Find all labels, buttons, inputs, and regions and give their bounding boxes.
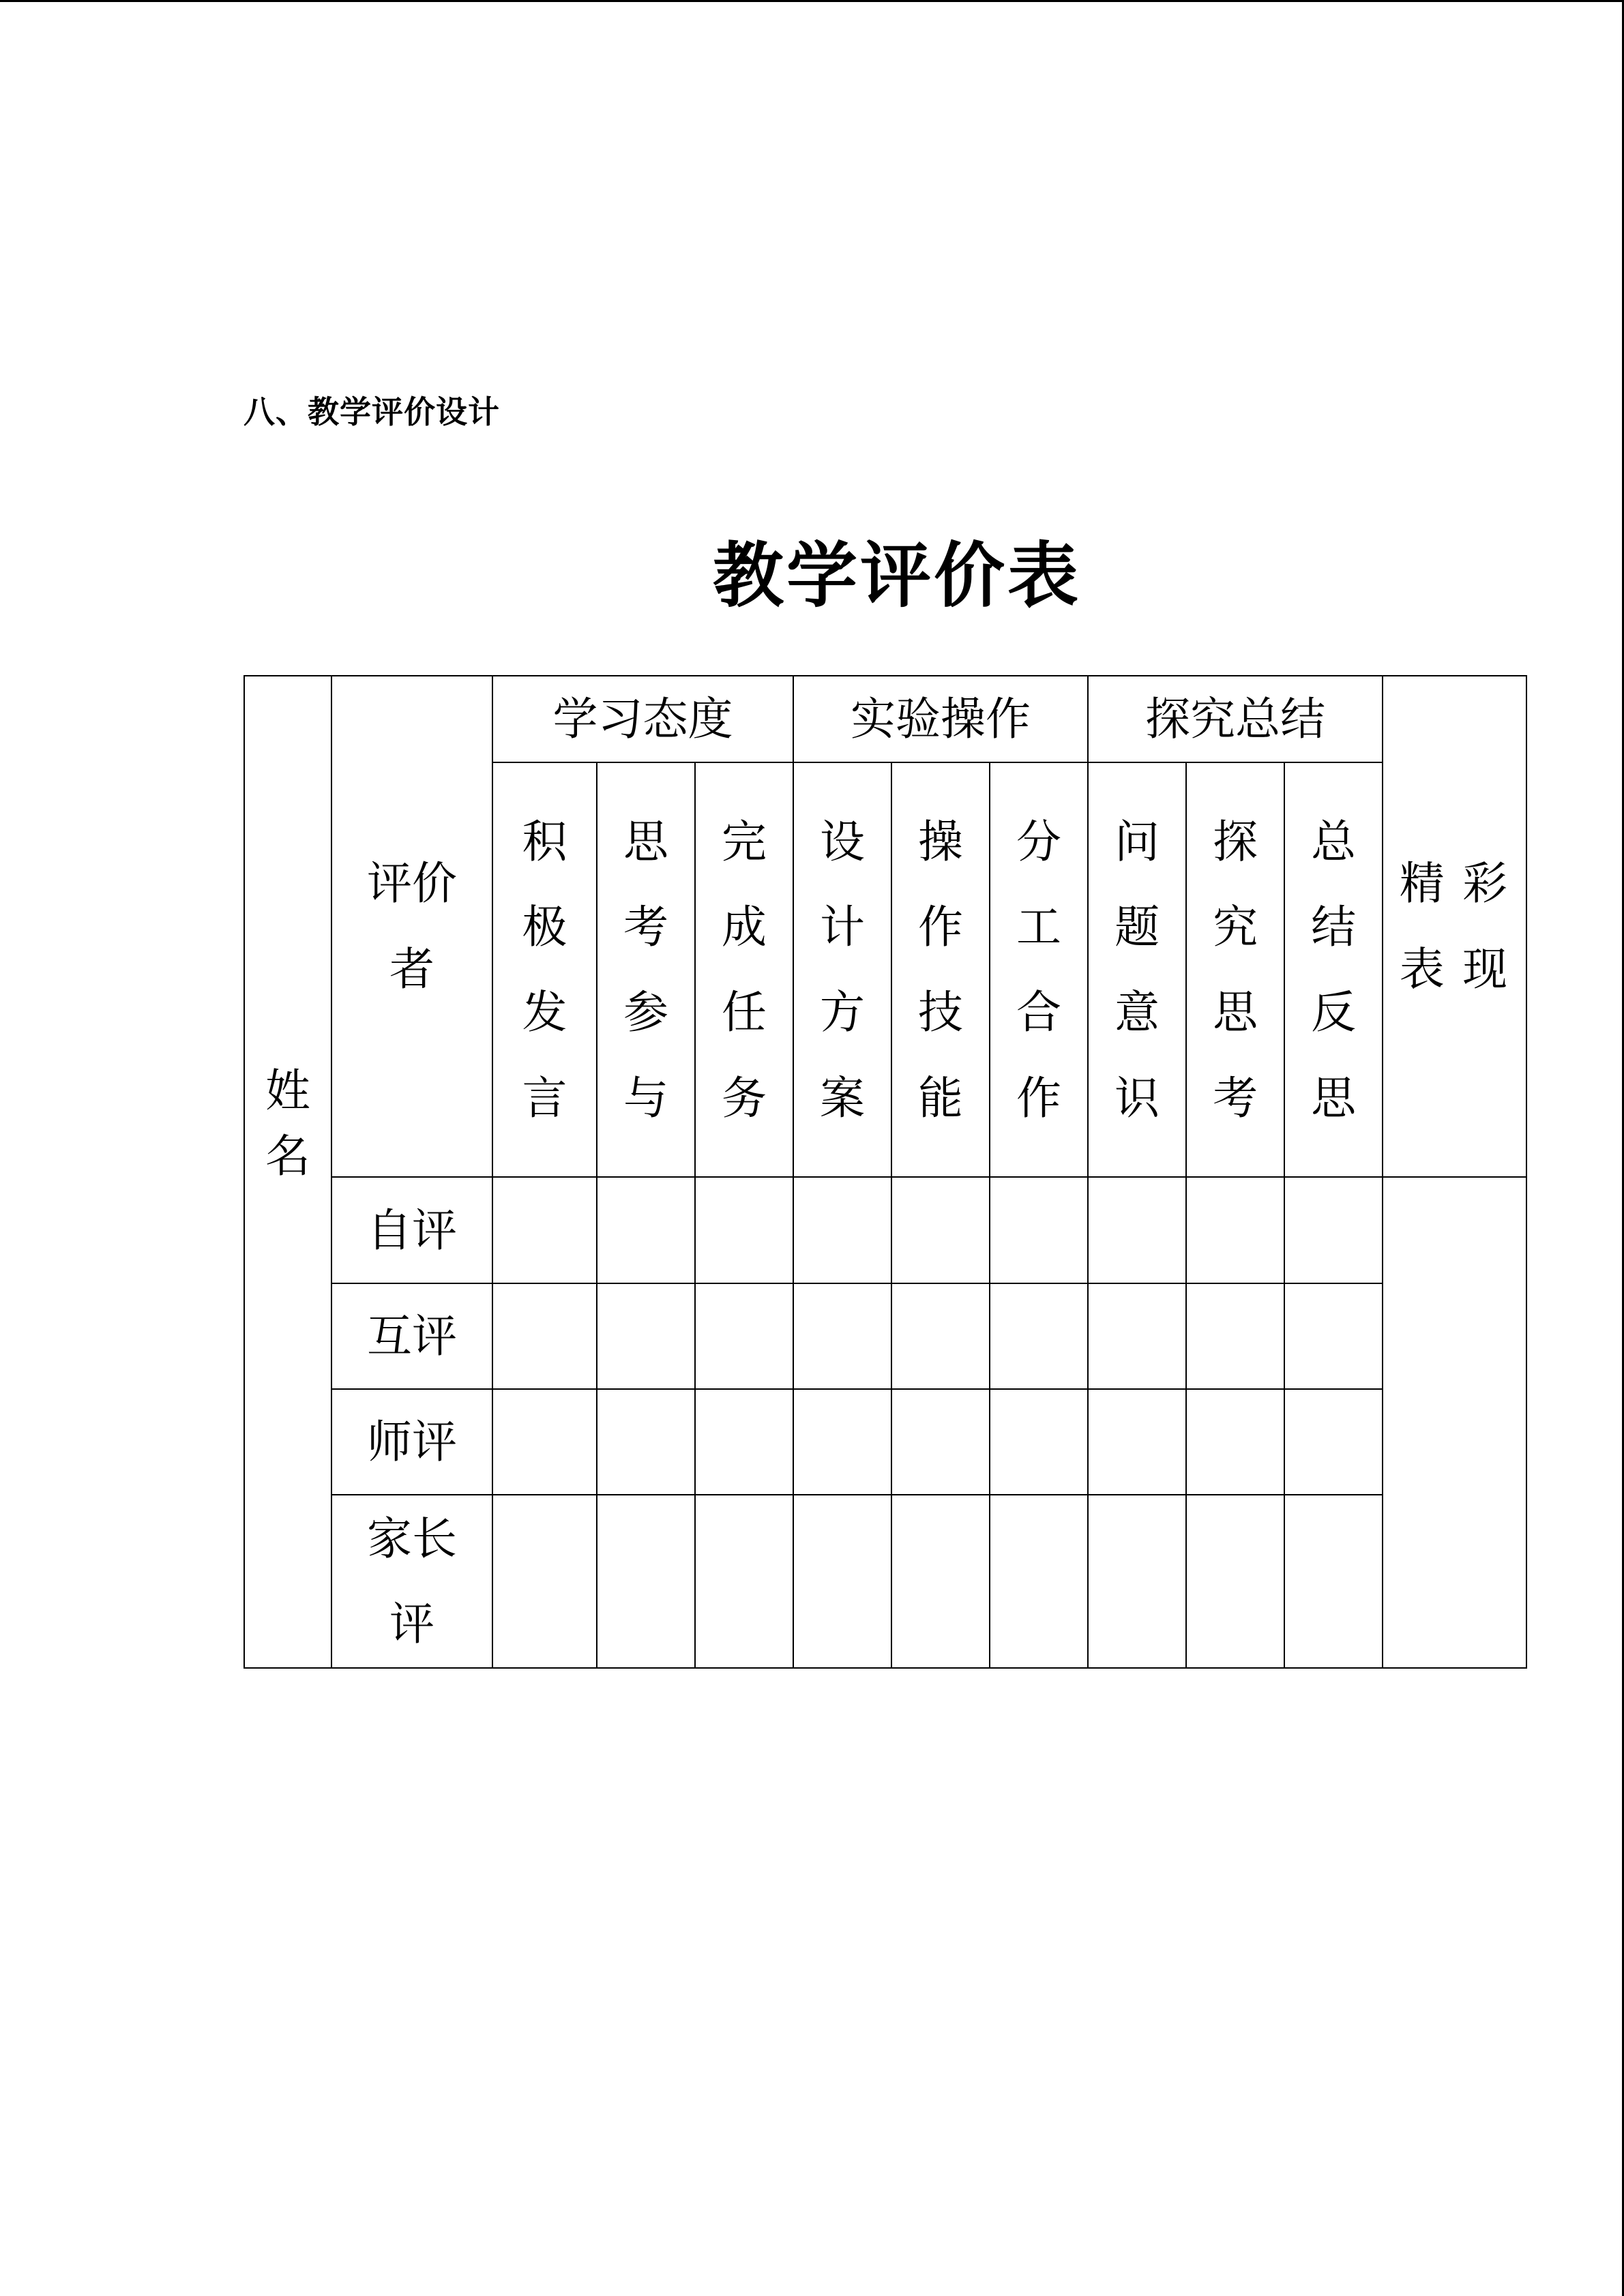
score-cell[interactable]: [1284, 1177, 1383, 1283]
score-cell[interactable]: [1284, 1389, 1383, 1495]
score-cell[interactable]: [492, 1389, 597, 1495]
score-cell[interactable]: [1088, 1177, 1186, 1283]
score-cell[interactable]: [891, 1389, 990, 1495]
score-cell[interactable]: [1186, 1283, 1284, 1389]
row-label-teacher: 师评: [331, 1389, 492, 1495]
score-cell[interactable]: [990, 1495, 1088, 1668]
criterion-header: 完成任务: [695, 762, 793, 1177]
score-cell[interactable]: [793, 1389, 891, 1495]
score-cell[interactable]: [597, 1389, 695, 1495]
highlight-header-cell: [1383, 676, 1526, 1177]
score-cell[interactable]: [1186, 1389, 1284, 1495]
score-cell[interactable]: [695, 1495, 793, 1668]
score-cell[interactable]: [695, 1177, 793, 1283]
row-label-parent: 家长评: [367, 1512, 457, 1651]
evaluator-header: 评价者: [367, 857, 457, 996]
score-cell[interactable]: [1088, 1283, 1186, 1389]
score-cell[interactable]: [1088, 1389, 1186, 1495]
group-header-attitude: 学习态度: [492, 676, 793, 762]
table-row: [244, 1389, 1526, 1495]
group-header-inquiry: 探究总结: [1088, 676, 1383, 762]
row-label-parent-cell: [331, 1495, 492, 1668]
criterion-header: 探究思考: [1186, 762, 1284, 1177]
criterion-header: 分工合作: [990, 762, 1088, 1177]
score-cell[interactable]: [492, 1177, 597, 1283]
score-cell[interactable]: [1186, 1495, 1284, 1668]
score-cell[interactable]: [891, 1177, 990, 1283]
highlight-cell[interactable]: [1383, 1177, 1526, 1668]
group-header-experiment: 实验操作: [793, 676, 1088, 762]
score-cell[interactable]: [695, 1389, 793, 1495]
row-label-self: 自评: [331, 1177, 492, 1283]
criterion-header: 积极发言: [492, 762, 597, 1177]
score-cell[interactable]: [1186, 1177, 1284, 1283]
score-cell[interactable]: [492, 1495, 597, 1668]
criterion-header: 思考参与: [597, 762, 695, 1177]
highlight-header: 精彩表现: [1399, 857, 1526, 996]
evaluation-table: [243, 675, 1527, 1669]
table-row: [244, 1495, 1526, 1668]
score-cell[interactable]: [695, 1283, 793, 1389]
score-cell[interactable]: [1284, 1283, 1383, 1389]
criterion-header: 操作技能: [891, 762, 990, 1177]
score-cell[interactable]: [492, 1283, 597, 1389]
score-cell[interactable]: [793, 1283, 891, 1389]
score-cell[interactable]: [793, 1177, 891, 1283]
section-heading: 八、教学评价设计: [243, 393, 500, 430]
score-cell[interactable]: [990, 1283, 1088, 1389]
score-cell[interactable]: [597, 1283, 695, 1389]
score-cell[interactable]: [990, 1389, 1088, 1495]
score-cell[interactable]: [891, 1495, 990, 1668]
score-cell[interactable]: [1284, 1495, 1383, 1668]
evaluator-header-cell: [331, 676, 492, 1177]
page-title: 教学评价表: [713, 533, 1082, 617]
score-cell[interactable]: [793, 1495, 891, 1668]
table-row: [244, 1177, 1526, 1283]
row-label-peer: 互评: [331, 1283, 492, 1389]
score-cell[interactable]: [1088, 1495, 1186, 1668]
table-row: [244, 1283, 1526, 1389]
score-cell[interactable]: [891, 1283, 990, 1389]
top-border-line: [0, 0, 1624, 2]
criterion-header: 问题意识: [1088, 762, 1186, 1177]
name-header: 姓名: [265, 1064, 310, 1182]
score-cell[interactable]: [597, 1495, 695, 1668]
criterion-header: 总结反思: [1284, 762, 1383, 1177]
criterion-header: 设计方案: [793, 762, 891, 1177]
score-cell[interactable]: [597, 1177, 695, 1283]
name-header-cell: [244, 676, 331, 1668]
score-cell[interactable]: [990, 1177, 1088, 1283]
